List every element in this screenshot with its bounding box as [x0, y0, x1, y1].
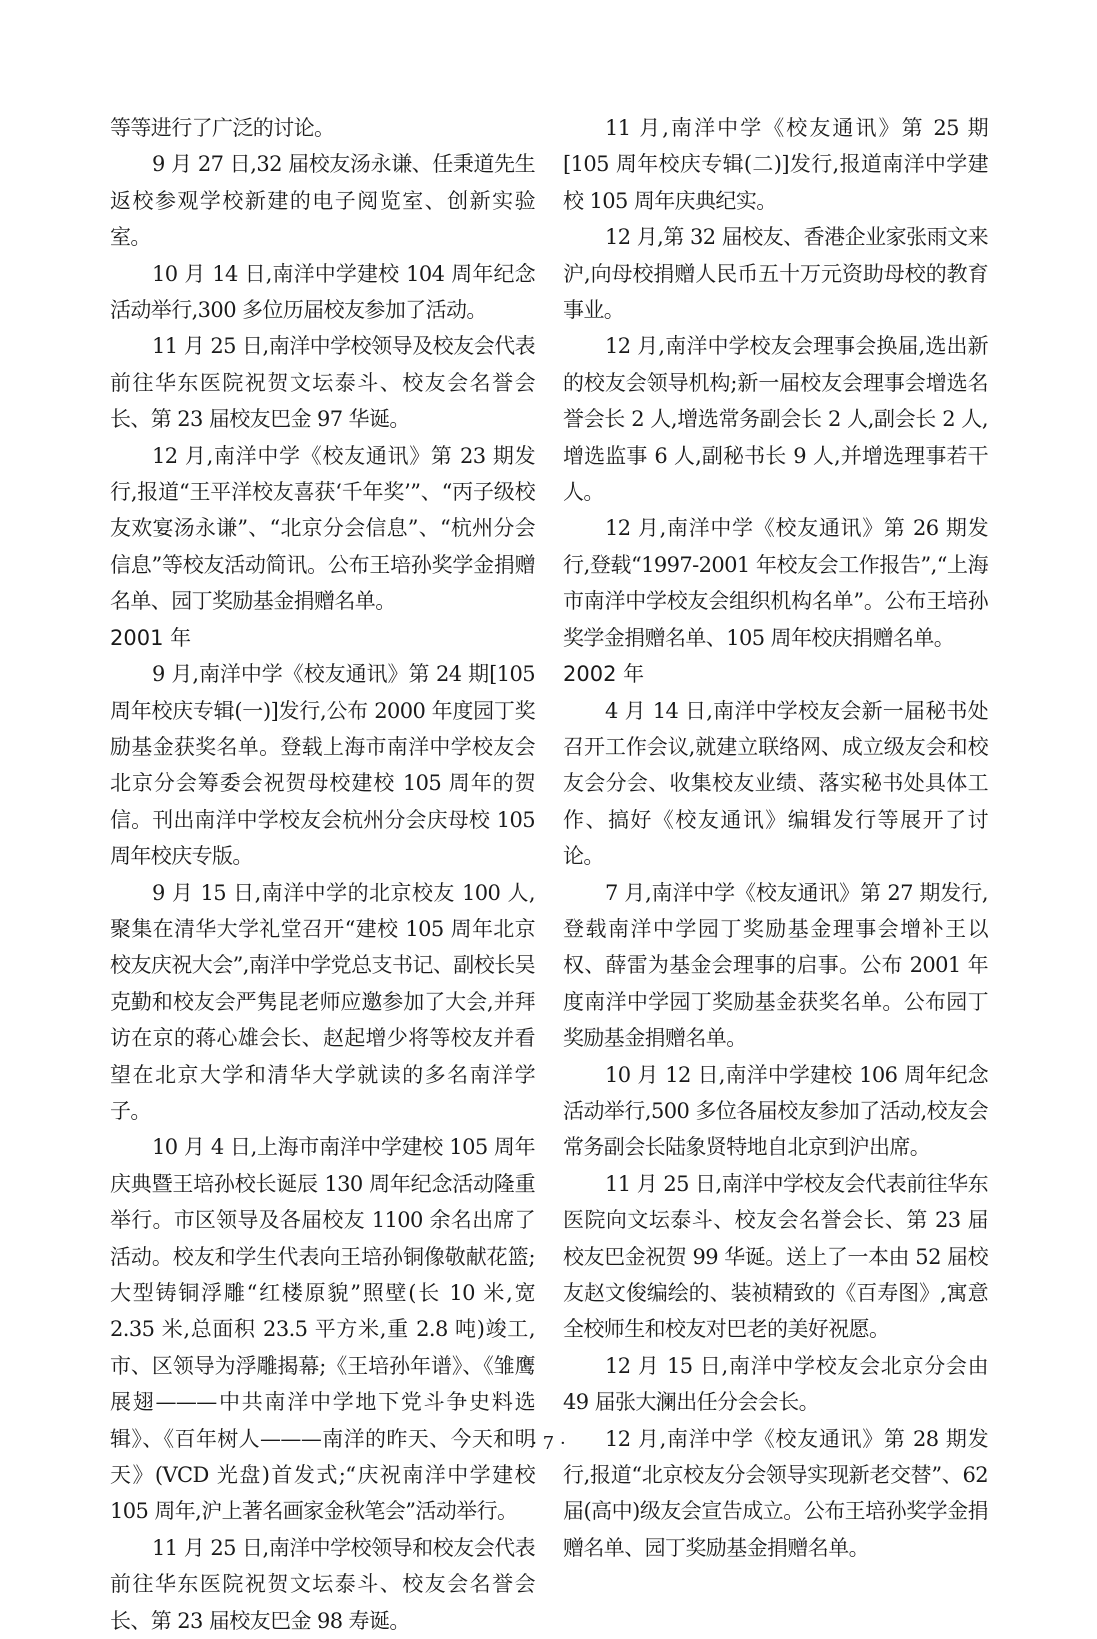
paragraph: 11 月 25 日,南洋中学校领导和校友会代表前往华东医院祝贺文坛泰斗、校友会名誉会长、第 23 届校友巴金 98 寿诞。: [110, 1535, 535, 1633]
paragraph: 12 月,南洋中学《校友通讯》第 23 期发行,报道“王平洋校友喜获‘千年奖’”、“丙子级校友欢宴汤永谦”、“北京分会信息”、“杭州分会信息”等校友活动简讯。公布王培孙奖学金捐赠名单、园丁奖励基金捐赠名单。: [110, 443, 535, 614]
paragraph: 12 月 15 日,南洋中学校友会北京分会由 49 届张大澜出任分会会长。: [563, 1353, 988, 1415]
paragraph: 12 月,南洋中学《校友通讯》第 28 期发行,报道“北京校友分会领导实现新老交替”、62 届(高中)级友会宣告成立。公布王培孙奖学金捐赠名单、园丁奖励基金捐赠名单。: [563, 1426, 988, 1560]
year-heading-2002: 2002 年: [563, 662, 645, 687]
paragraph: 10 月 4 日,上海市南洋中学建校 105 周年庆典暨王培孙校长诞辰 130 周年纪念活动隆重举行。市区领导及各届校友 1100 余名出席了活动。校友和学生代表向王培孙铜像敬献花篮;大型铸铜浮雕“红楼原貌”照壁(长 10 米,宽 2.35 米,总面积 23.5 平方米,重 2.8 吨)竣工,市、区领导为浮雕揭幕;《王培孙年谱》、《雏鹰展翅———中共南洋中学地下党斗争史料选辑》、《百年树人———南洋的昨天、今天和明天》(VCD 光盘)首发式;“庆祝南洋中学建校 105 周年,沪上著名画家金秋笔会”活动举行。: [110, 1135, 535, 1524]
paragraph: 12 月,南洋中学校友会理事会换届,选出新的校友会领导机构;新一届校友会理事会增选名誉会长 2 人,增选常务副会长 2 人,副会长 2 人,增选监事 6 人,副秘书长 9 人,并增选理事若干人。: [563, 334, 988, 505]
paragraph: 7 月,南洋中学《校友通讯》第 27 期发行,登载南洋中学园丁奖励基金理事会增补王以权、薛雷为基金会理事的启事。公布 2001 年度南洋中学园丁奖励基金获奖名单。公布园丁奖励基金捐赠名单。: [563, 880, 988, 1051]
paragraph: 10 月 14 日,南洋中学建校 104 周年纪念活动举行,300 多位历届校友参加了活动。: [110, 261, 535, 323]
paragraph: 4 月 14 日,南洋中学校友会新一届秘书处召开工作会议,就建立联络网、成立级友会和校友会分会、收集校友业绩、落实秘书处具体工作、搞好《校友通讯》编辑发行等展开了讨论。: [563, 698, 988, 869]
page-number: · 7 ·: [531, 1433, 566, 1454]
year-heading-2001: 2001 年: [110, 625, 192, 650]
paragraph: 9 月 15 日,南洋中学的北京校友 100 人,聚集在清华大学礼堂召开“建校 105 周年北京校友庆祝大会”,南洋中学党总支书记、副校长吴克勤和校友会严隽昆老师应邀参加了大会,并拜访在京的蒋心雄会长、赵起增少将等校友并看望在北京大学和清华大学就读的多名南洋学子。: [110, 880, 535, 1123]
paragraph: 11 月 25 日,南洋中学校领导及校友会代表前往华东医院祝贺文坛泰斗、校友会名誉会长、第 23 届校友巴金 97 华诞。: [110, 334, 535, 432]
paragraph: 10 月 12 日,南洋中学建校 106 周年纪念活动举行,500 多位各届校友参加了活动,校友会常务副会长陆象贤特地自北京到沪出席。: [563, 1062, 988, 1160]
paragraph: 12 月,南洋中学《校友通讯》第 26 期发行,登载“1997-2001 年校友会工作报告”,“上海市南洋中学校友会组织机构名单”。公布王培孙奖学金捐赠名单、105 周年校庆捐赠名单。: [563, 516, 988, 650]
paragraph: 9 月,南洋中学《校友通讯》第 24 期[105 周年校庆专辑(一)]发行,公布 2000 年度园丁奖励基金获奖名单。登载上海市南洋中学校友会北京分会筹委会祝贺母校建校 105 周年的贺信。刊出南洋中学校友会杭州分会庆母校 105 周年校庆专版。: [110, 662, 535, 869]
paragraph: 9 月 27 日,32 届校友汤永谦、任秉道先生返校参观学校新建的电子阅览室、创新实验室。: [110, 152, 535, 250]
paragraph: 11 月,南洋中学《校友通讯》第 25 期[105 周年校庆专辑(二)]发行,报道南洋中学建校 105 周年庆典纪实。: [563, 116, 988, 213]
left-column: [110, 110, 535, 1639]
paragraph: 等等进行了广泛的讨论。: [110, 116, 335, 140]
right-column: [563, 110, 988, 1566]
paragraph: 12 月,第 32 届校友、香港企业家张雨文来沪,向母校捐赠人民币五十万元资助母校的教育事业。: [563, 225, 988, 323]
paragraph: 11 月 25 日,南洋中学校友会代表前往华东医院向文坛泰斗、校友会名誉会长、第 23 届校友巴金祝贺 99 华诞。送上了一本由 52 届校友赵文俊编绘的、装祯精致的《百寿图》,寓意全校师生和校友对巴老的美好祝愿。: [563, 1171, 988, 1342]
